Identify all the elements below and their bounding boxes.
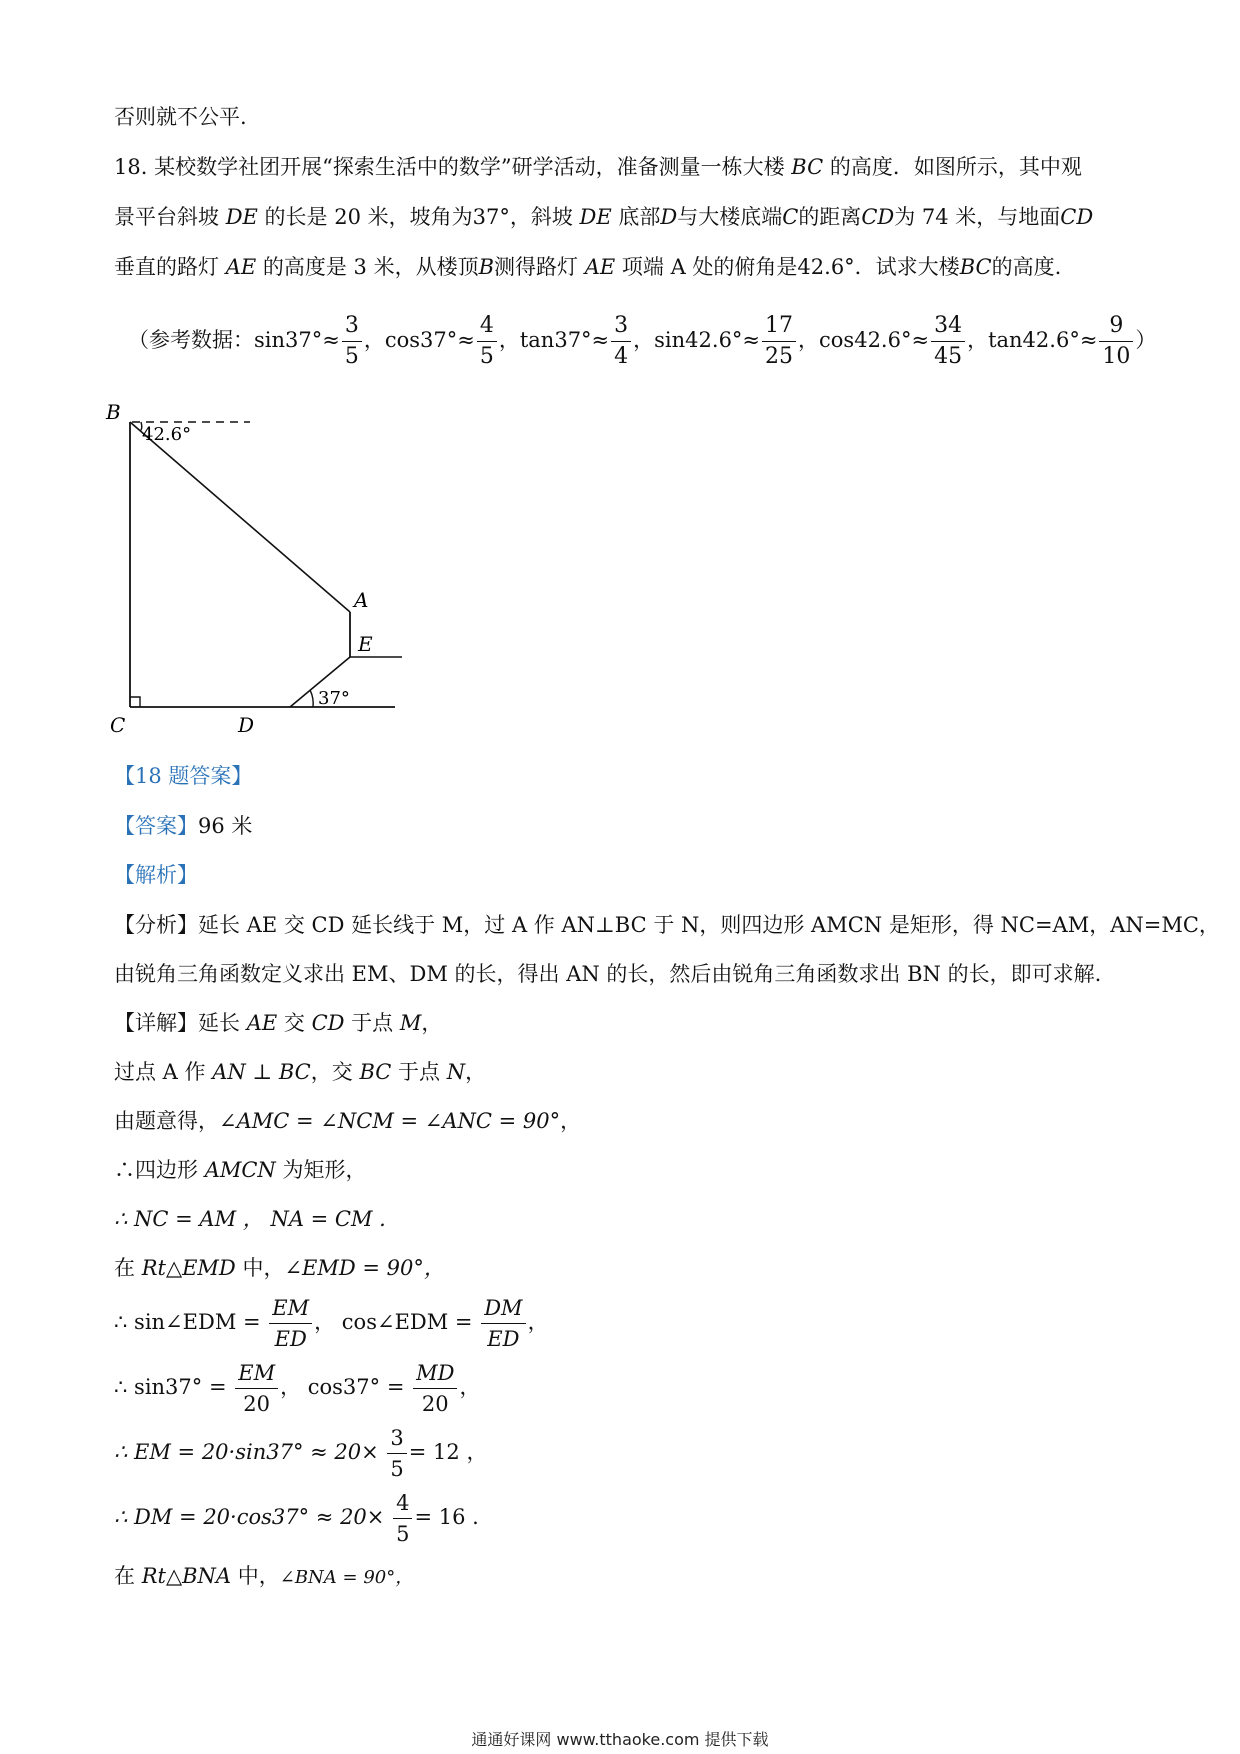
solution-step-3: 由题意得，∠AMC = ∠NCM = ∠ANC = 90°， [114,1109,582,1133]
numerator: 17 [762,311,796,342]
fraction [269,1293,312,1354]
fraction [413,1358,457,1419]
step-text: ，交 [310,1060,353,1084]
math-bc: BC [959,255,992,279]
ref-sin37: sin37°≈ [254,328,340,352]
answer-tag: 【答案】 [114,814,198,838]
label-c: C [110,713,126,737]
problem-text: 景平台斜坡 [114,205,219,229]
denominator: 20 [243,1392,271,1416]
solution-step-11 [114,1563,413,1591]
math-c: C [782,205,799,229]
fraction [342,311,362,372]
solution-step-6 [114,1255,445,1281]
denominator: 20 [421,1392,449,1416]
denominator: 45 [934,344,963,369]
math-d: D [660,205,678,229]
fraction [931,311,965,372]
math-cd: CD [1060,205,1094,229]
math-b: B [478,255,495,279]
problem-text: 项端 A 处的俯角是42.6°．试求大楼 [621,255,960,279]
step-text: ∴ sin37° = [114,1375,227,1399]
step-text: ∴四边形 [114,1158,198,1182]
ref-cos37: ，cos37°≈ [363,328,475,352]
geometry-diagram [100,392,420,742]
numerator: MD [413,1358,457,1389]
problem-line-3 [114,254,1061,280]
step-text: 由题意得， [114,1109,219,1133]
math-triangle-bna: Rt△BNA [141,1564,232,1588]
fraction [481,1293,525,1354]
solution-step-9 [114,1420,487,1484]
label-b: B [106,400,121,424]
step-text: 为矩形， [282,1158,367,1182]
math-ae: AE [584,255,616,279]
solution-step-8 [114,1355,480,1419]
reference-data [128,308,1156,372]
solution-step-4 [114,1157,367,1183]
step-text: 中， [242,1256,285,1280]
step-text: ∴ sin∠EDM = [114,1310,261,1334]
denominator: 4 [614,344,629,369]
numerator: 3 [387,1423,406,1454]
right-angle-mark [130,697,140,707]
denominator: 5 [390,1457,404,1481]
math-angle-emd: ∠EMD = 90°， [284,1256,445,1280]
step-text: 在 [114,1564,135,1588]
problem-text: 为 74 米，与地面 [894,205,1061,229]
solution-step-2 [114,1059,486,1085]
problem-line-2 [114,204,1093,230]
math-de: DE [579,205,612,229]
numerator: 3 [611,311,631,342]
problem-text: 底部 [618,205,661,229]
fenxi-tag: 【分析】 [114,913,198,937]
label-d: D [238,713,255,737]
angle-label-top: 42.6° [142,424,192,445]
step-text: ， [527,1310,549,1334]
label-a: A [354,588,369,612]
denominator: 5 [479,344,494,369]
numerator: 4 [393,1488,412,1519]
math-cd: CD [861,205,895,229]
math-ae: AE [225,255,257,279]
fraction [1099,311,1133,372]
step-text: ， [421,1011,443,1035]
step-text: 延长 [198,1011,240,1035]
step-text: ∴ EM = 20·sin37° ≈ 20× [114,1440,379,1464]
step-text: ， [465,1060,487,1084]
ref-cos426: ，cos42.6°≈ [798,328,930,352]
step-text: ， cos∠EDM = [314,1310,473,1334]
step-text: 交 [283,1011,305,1035]
answer-header: 【18 题答案】 [114,764,253,788]
analysis-header: 【解析】 [114,863,198,887]
math-bc: BC [359,1060,392,1084]
sight-line-ba [130,422,350,612]
step-text: 于点 [351,1011,394,1035]
math-n: N [446,1060,466,1084]
solution-step-5: ∴ NC = AM ， NA = CM . [114,1207,386,1231]
ref-tan426: ，tan42.6°≈ [967,328,1098,352]
math-ae: AE [246,1011,278,1035]
solution-step-7 [114,1290,549,1354]
step-text: 于点 [398,1060,441,1084]
xiangjie-tag: 【详解】 [114,1011,198,1035]
fraction [611,311,631,372]
fraction [477,311,497,372]
fraction [235,1358,278,1419]
analysis-line-1 [114,912,1220,938]
math-m: M [399,1011,422,1035]
denominator: 10 [1102,344,1131,369]
numerator: EM [269,1293,312,1324]
math-de: DE [225,205,258,229]
answer-value: 96 米 [198,814,253,838]
answer-line [114,813,252,839]
fraction [393,1488,412,1549]
denominator: 25 [765,344,794,369]
fraction [387,1423,406,1484]
problem-text: 的高度．如图所示，其中观 [829,155,1082,179]
problem-number: 18. [114,155,148,179]
numerator: DM [481,1293,525,1324]
ref-sin426: ，sin42.6°≈ [633,328,761,352]
step-text: ∴ DM = 20·cos37° ≈ 20× [114,1505,385,1529]
denominator: 5 [396,1522,410,1546]
angle-arc-bottom [310,690,313,707]
math-bc: BC [791,155,824,179]
step-text: 在 [114,1256,135,1280]
numerator: EM [235,1358,278,1389]
step-text: 过点 A 作 [114,1060,206,1084]
math-amcn: AMCN [204,1158,276,1182]
problem-text: 的距离 [798,205,862,229]
solution-step-10 [114,1485,479,1549]
intro-tail: 否则就不公平. [114,105,247,129]
math-an-perp-bc: AN ⊥ BC [212,1060,311,1084]
step-text: = 16 . [414,1505,479,1529]
problem-text: 的长是 20 米，坡角为37°，斜坡 [264,205,573,229]
math-triangle-emd: Rt△EMD [141,1256,236,1280]
problem-text: 与大楼底端 [677,205,783,229]
math-cd: CD [311,1011,345,1035]
fraction [762,311,796,372]
numerator: 3 [342,311,362,342]
step-text: 中， [237,1564,280,1588]
numerator: 34 [931,311,965,342]
denominator: 5 [344,344,359,369]
ref-tan37: ，tan37°≈ [498,328,610,352]
denominator: ED [487,1327,520,1351]
analysis-text: 延长 AE 交 CD 延长线于 M，过 A 作 AN⊥BC 于 N，则四边形 AMCN 是矩形，得 NC=AM，AN=MC， [198,913,1220,937]
numerator: 9 [1099,311,1133,342]
numerator: 4 [477,311,497,342]
step-text: ， [459,1375,481,1399]
denominator: ED [274,1327,307,1351]
solution-step-1 [114,1010,442,1036]
step-text: ， cos37° = [280,1375,405,1399]
problem-text: 垂直的路灯 [114,255,219,279]
problem-text: 测得路灯 [494,255,579,279]
math-angles: ∠AMC = ∠NCM = ∠ANC = 90° [219,1109,561,1133]
ref-open: （参考数据： [128,328,254,352]
angle-label-bottom: 37° [318,688,350,709]
analysis-line-2: 由锐角三角函数定义求出 EM、DM 的长，得出 AN 的长，然后由锐角三角函数求出 BN 的长，即可求解. [114,962,1102,986]
problem-text: 的高度. [991,255,1062,279]
problem-text: 的高度是 3 米，从楼顶 [262,255,479,279]
label-e: E [358,632,373,656]
math-angle-bna: ∠BNA = 90°， [279,1567,414,1588]
page-footer: 通通好课网 www.tthaoke.com 提供下载 [471,1730,769,1749]
step-text: = 12 ， [408,1440,488,1464]
problem-text: 某校数学社团开展“探索生活中的数学”研学活动，准备测量一栋大楼 [154,155,785,179]
problem-line-1 [114,154,1082,180]
ref-close: ） [1135,328,1157,352]
